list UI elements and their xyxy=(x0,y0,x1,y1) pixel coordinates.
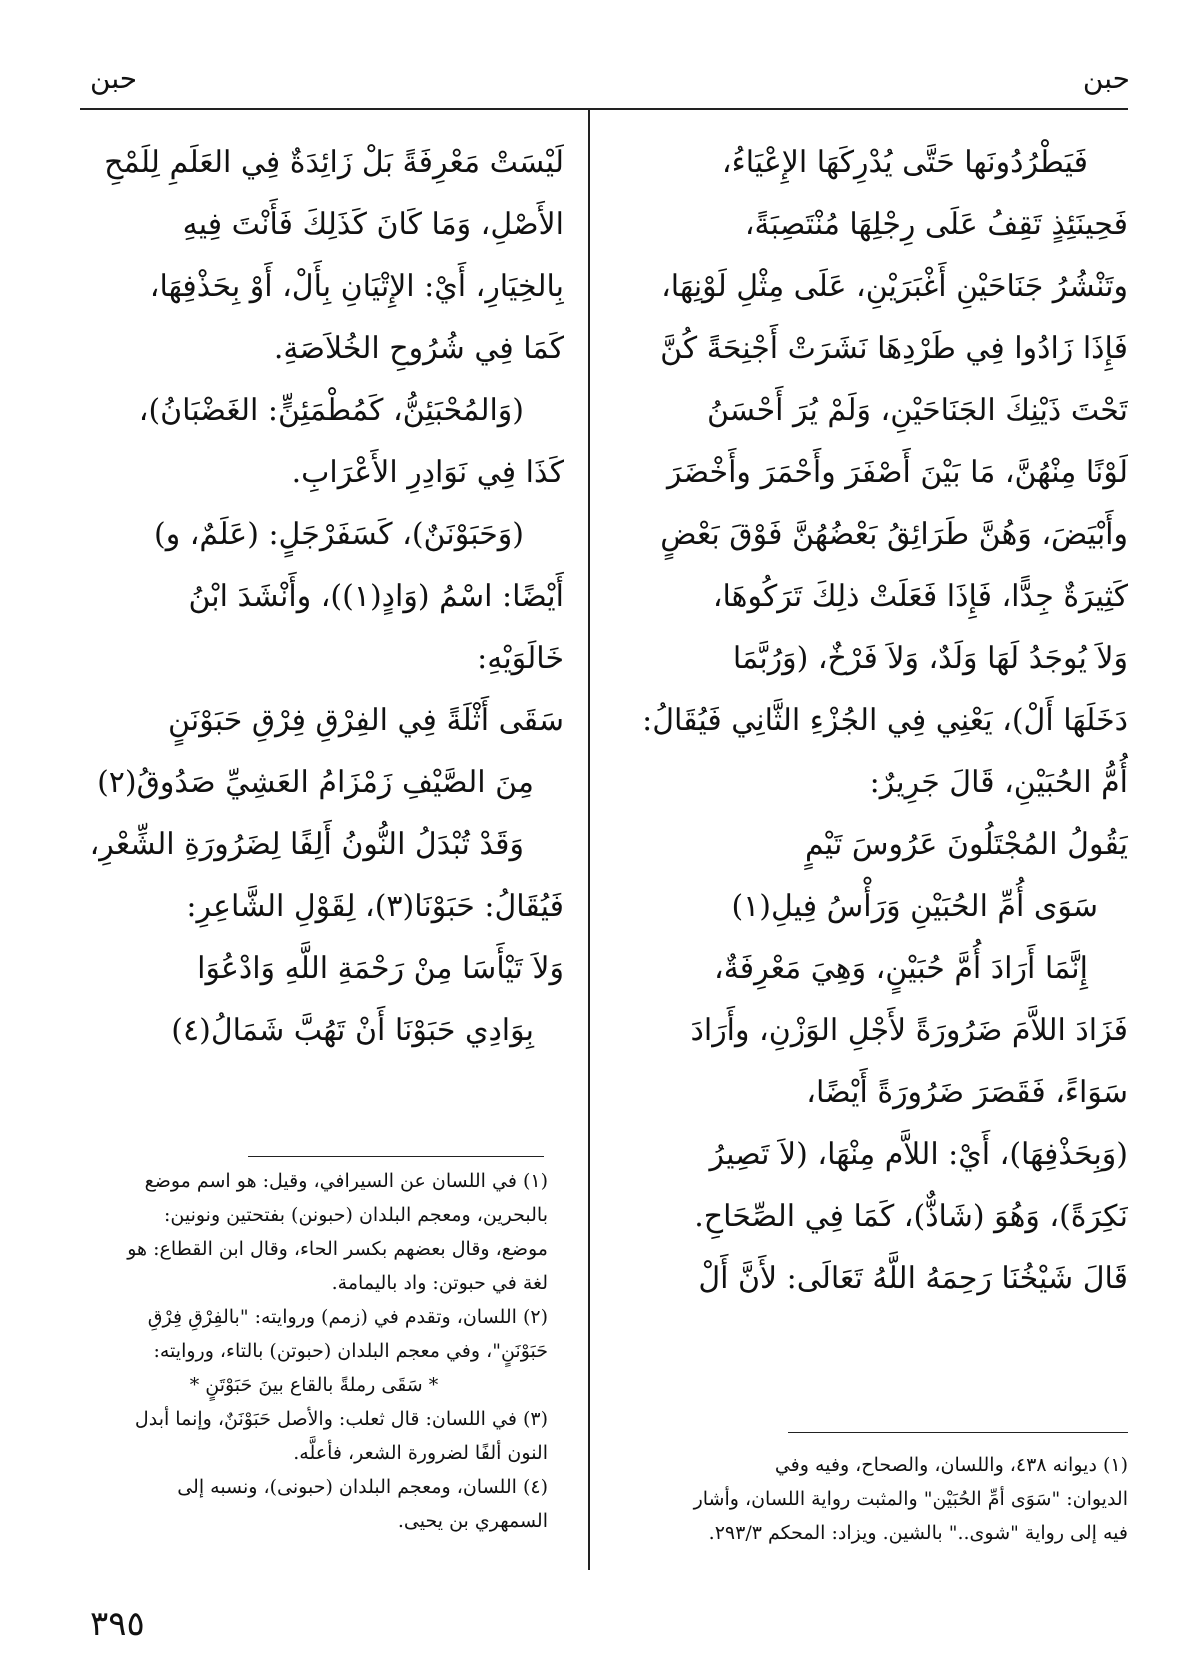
footnote-line: السمهري بن يحيى. xyxy=(397,1510,548,1532)
text-line: قَالَ شَيْخُنَا رَحِمَهُ اللَّهُ تَعَالَى: لأَنَّ أَلْ xyxy=(698,1261,1128,1296)
text-line: فَيُقَالُ: حَبَوْنَا(٣)، لِقَوْلِ الشَّاعِرِ: xyxy=(186,889,564,924)
text-line: سَقَى أَثْلَةً فِي الفِرْقِ فِرْقِ حَبَوْنَنٍ xyxy=(168,703,564,738)
text-line: خَالَوَيْهِ: xyxy=(477,641,564,676)
footnotes-right xyxy=(608,1448,1128,1550)
text-line: لَوْنًا مِنْهُنَّ، مَا بَيْنَ أَصْفَرَ وأَحْمَرَ وأَخْضَرَ xyxy=(666,455,1128,490)
running-header-right: حبن xyxy=(1082,62,1130,95)
column-divider xyxy=(588,110,590,1570)
text-line: أَيْضًا: اسْمُ (وَادٍ(١))، وأَنْشَدَ ابْنُ xyxy=(188,579,564,614)
text-line: كَثِيرَةٌ جِدًّا، فَإِذَا فَعَلَتْ ذلِكَ تَرَكُوهَا، xyxy=(712,579,1128,614)
text-line: وَلاَ تَيْأَسَا مِنْ رَحْمَةِ اللَّهِ وَادْعُوَا xyxy=(197,951,564,986)
footnotes-left xyxy=(80,1164,548,1538)
text-line: فَإِذَا زَادُوا فِي طَرْدِهَا نَشَرَتْ أَجْنِحَةً كُنَّ xyxy=(660,331,1128,366)
text-line: دَخَلَهَا أَلْ)، يَعْنِي فِي الجُزْءِ الثَّانِي فَيُقَالُ: xyxy=(642,703,1128,738)
footnote-line: لغة في حبوتن: واد باليمامة. xyxy=(331,1272,548,1294)
footnote-line: حَبَوْنَنٍ"، وفي معجم البلدان (حبوتن) بالتاء، وروايته: xyxy=(153,1340,548,1362)
text-line: فَزَادَ اللاَّمَ ضَرُورَةً لأَجْلِ الوَزْنِ، وأَرَادَ xyxy=(690,1013,1128,1048)
text-line: بِالخِيَارِ، أَيْ: الإِتْيَانِ بِأَلْ، أَوْ بِحَذْفِهَا، xyxy=(149,269,564,304)
footnote-line: (١) ديوانه ٤٣٨، واللسان، والصحاح، وفيه وفي xyxy=(774,1454,1128,1476)
footnote-line: (١) في اللسان عن السيرافي، وقيل: هو اسم موضع xyxy=(144,1170,548,1192)
text-line: فَحِينَئِذٍ تَقِفُ عَلَى رِجْلِهَا مُنْتَصِبَةً، xyxy=(744,207,1128,242)
footnote-line: (٢) اللسان، وتقدم في (زمم) وروايته: "بالفِرْقِ فِرْقِ xyxy=(147,1306,548,1328)
text-line: وتَنْشُرُ جَنَاحَيْنِ أَغْبَرَيْنِ، عَلَى مِثْلِ لَوْنِهَا، xyxy=(661,269,1128,304)
text-line: وأَبْيَضَ، وَهُنَّ طَرَائِقُ بَعْضُهُنَّ فَوْقَ بَعْضٍ xyxy=(660,517,1128,552)
text-line: تَحْتَ ذَيْنِكَ الجَنَاحَيْنِ، وَلَمْ يُرَ أَحْسَنُ xyxy=(706,393,1128,428)
running-header-left: حبن xyxy=(90,62,138,95)
text-line: (وَالمُحْبَئِنُّ، كَمُطْمَئِنٍّ: الغَضْبَانُ)، xyxy=(138,393,524,428)
footnote-line: موضع، وقال بعضهم بكسر الحاء، وقال ابن القطاع: هو xyxy=(127,1238,548,1260)
text-line: سَوَاءً، فَقَصَرَ ضَرُورَةً أَيْضًا، xyxy=(806,1075,1128,1110)
page-number: ٣٩٥ xyxy=(90,1604,145,1644)
text-line: (وَحَبَوْنَنٌ)، كَسَفَرْجَلٍ: (عَلَمٌ، و) xyxy=(154,517,524,552)
footnote-line: النون ألفًا لضرورة الشعر، فأعلَّه. xyxy=(293,1442,548,1464)
text-line: وَلاَ يُوجَدُ لَهَا وَلَدٌ، وَلاَ فَرْخٌ، (وَرُبَّمَا xyxy=(732,641,1128,676)
text-line: كَمَا فِي شُرُوحِ الخُلاَصَةِ. xyxy=(273,331,564,366)
text-line: مِنَ الصَّيْفِ زَمْزَامُ العَشِيِّ صَدُوقُ(٢) xyxy=(97,765,534,800)
footnote-rule-right xyxy=(788,1432,1128,1433)
text-line: نَكِرَةً)، وَهُوَ (شَاذٌّ)، كَمَا فِي الصِّحَاحِ. xyxy=(694,1199,1128,1234)
text-line: لَيْسَتْ مَعْرِفَةً بَلْ زَائِدَةٌ فِي العَلَمِ لِلَمْحِ xyxy=(104,145,564,180)
footnote-rule-left xyxy=(248,1156,544,1157)
text-line: (وَبِحَذْفِهَا)، أَيْ: اللاَّم مِنْهَا، (لاَ تَصِيرُ xyxy=(709,1137,1128,1172)
footnote-line: (٣) في اللسان: قال ثعلب: والأصل حَبَوْنَنٌ، وإنما أبدل xyxy=(134,1408,548,1430)
text-line: وَقَدْ تُبْدَلُ النُّونُ أَلِفًا لِضَرُورَةِ الشِّعْرِ، xyxy=(89,827,524,862)
footnote-line: (٤) اللسان، ومعجم البلدان (حبونى)، ونسبه إلى xyxy=(177,1476,548,1498)
text-line: يَقُولُ المُجْتَلُونَ عَرُوسَ تَيْمٍ xyxy=(804,827,1128,862)
text-line: إِنَّمَا أَرَادَ أُمَّ حُبَيْنٍ، وَهِيَ مَعْرِفَةٌ، xyxy=(714,951,1088,986)
text-line: أُمُّ الحُبَيْنِ، قَالَ جَرِيرٌ: xyxy=(869,765,1128,800)
header-rule xyxy=(80,108,1128,110)
footnote-line: فيه إلى رواية "شوى.." بالشين. ويزاد: المحكم ٢٩٣/٣. xyxy=(708,1522,1128,1544)
footnote-line: الديوان: "سَوَى أمِّ الحُبَيْن" والمثبت رواية اللسان، وأشار xyxy=(693,1488,1128,1510)
footnote-line: بالبحرين، ومعجم البلدان (حبونن) بفتحتين ونونين: xyxy=(163,1204,548,1226)
text-line: بِوَادِي حَبَوْنَا أَنْ تَهُبَّ شَمَالُ(٤) xyxy=(171,1013,534,1048)
footnote-line: * سَقَى رملةً بالقاع بينَ حَبَوْتَنٍ * xyxy=(189,1374,439,1396)
text-line: فَيَطْرُدُونَها حَتَّى يُدْرِكَهَا الإِعْيَاءُ، xyxy=(721,145,1088,180)
text-line: الأَصْلِ، وَمَا كَانَ كَذَلِكَ فَأَنْتَ فِيهِ xyxy=(182,207,564,242)
text-line: كَذَا فِي نَوَادِرِ الأَعْرَابِ. xyxy=(291,455,564,490)
right-column xyxy=(608,132,1128,1310)
left-column xyxy=(80,132,564,1062)
text-line: سَوَى أُمِّ الحُبَيْنِ وَرَأْسُ فِيلِ(١) xyxy=(731,889,1098,924)
